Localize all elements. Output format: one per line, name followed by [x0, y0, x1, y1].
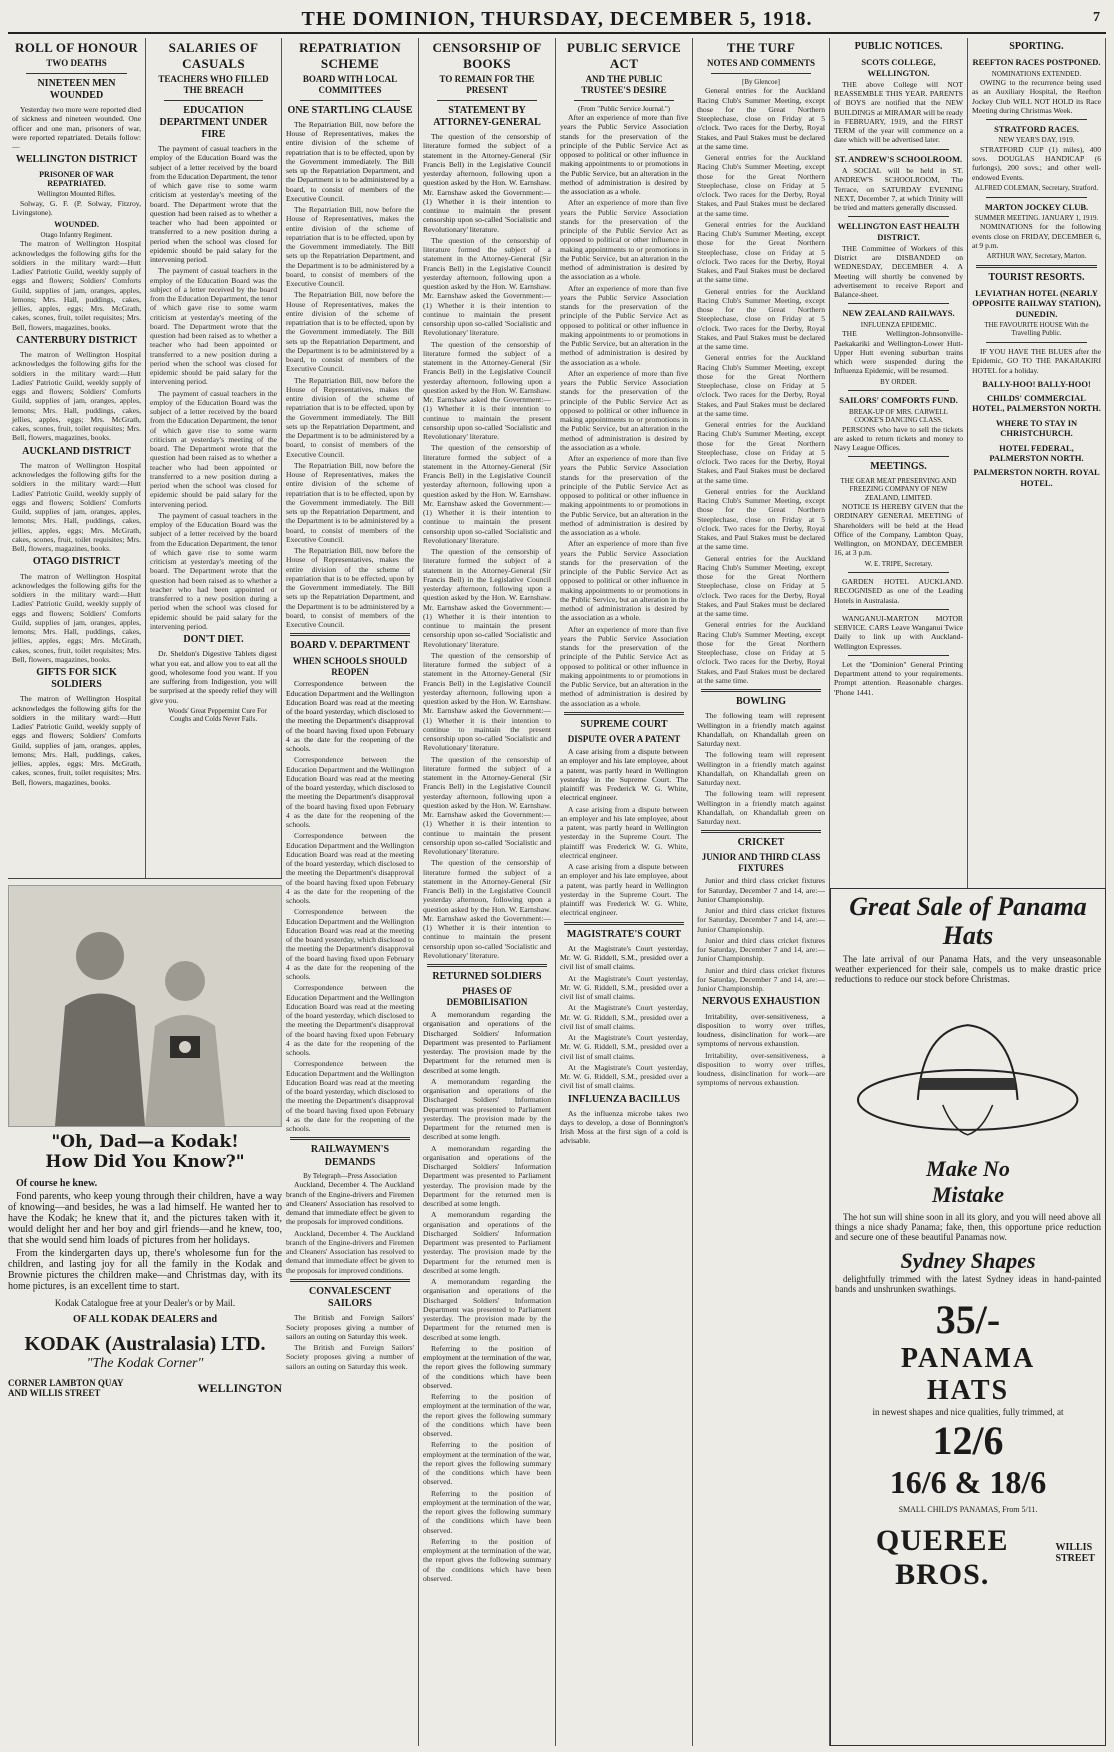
- public-service-body-7: After an experience of more than five years the Public Service Association stands for the preservation of the principle of the Public Service Act as opposed to political or other influence in making appointments to or promotions in the Public Service, but an alteration in the method of administration is desired by the association as a whole.: [560, 624, 688, 708]
- kodak-body-2: Fond parents, who keep young through their children, have a way of knowing—and besides, he was a lad himself. He wanted her to have the Kodak; he knew that it, and the pictures taken with it, would delight her and her boy and girl friends—and he knew, too, that she would send him loads of pictures from her holidays.: [8, 1191, 282, 1247]
- ad-st-andrews: A SOCIAL will be held in ST. ANDREW'S SCHOOLROOM, The Terrace, on SATURDAY EVENING NEXT, December 7, at which Trinity will be tried and matters generally discussed.: [834, 166, 963, 213]
- casualty-entry: Solway, G. F. (P. Solway, Fitzroy, Livingstone).: [12, 198, 141, 217]
- cricket-body: Junior and third class cricket fixtures for Saturday, December 7 and 14, are:—Junior Championship.: [697, 876, 825, 904]
- casualty-list: The matron of Wellington Hospital acknowledges the following gifts for the soldiers in the military ward:—Hutt Ladies' Patriotic Guild, weekly supply of eggs and flowers; Soldiers' Comforts Guild, supplies of jam, oranges, apples, lemons; Mrs. Hall, puddings, cakes, jellies, apples, eggs; Mrs. McGrath, cakes, scones, fruit, toilet requisites; Mrs. Bell, flowers, magazines, books.: [12, 239, 141, 332]
- divider: [986, 119, 1087, 120]
- divider: [574, 100, 674, 101]
- court-body-2: A case arising from a dispute between an employer and his late employee, about a patent, was partly heard in Wellington yesterday in the Supreme Court. The plaintiff was Frederick W. G. White, electrical engineer.: [560, 804, 688, 860]
- divider: [848, 609, 949, 610]
- ad-meat-secretary: W. E. TRIPE, Secretary.: [864, 559, 933, 568]
- panama-price-16-6: 16/6 & 18/6: [889, 1464, 1047, 1501]
- turf-body-4: General entries for the Auckland Racing Club's Summer Meeting, except those for the Great Northern Steeplechase, close on Friday at 5 o'clock. Two races for the Derby, Royal Stakes, and Paul Stakes must be declared at the same time.: [697, 286, 825, 352]
- kodak-address: CORNER LAMBTON QUAY AND WILLIS STREET: [8, 1378, 124, 1399]
- divider: [976, 265, 1097, 268]
- ad-reefton: OWING to the recurrence being used as an Auxiliary Hospital, the Reefton Jockey Club WILL NOT HOLD its Race Meeting during Christmas Week.: [972, 78, 1101, 115]
- ad-ballyhoo: BALLY-HOO! BALLY-HOO!: [982, 378, 1091, 389]
- public-service-body-2: After an experience of more than five years the Public Service Association stands for the preservation of the principle of the Public Service Act as opposed to political or other influence in making appointments to or promotions in the Public Service, but an alteration in the method of administration is desired by the association as a whole.: [560, 198, 688, 282]
- board-body: Correspondence between the Education Department and the Wellington Education Board was read at the meeting of the board yesterday, which disclosed to the meeting the Department's disapproval of the board having fixed upon February 4 as the date for the reopening of the schools.: [286, 679, 414, 754]
- repatriation-body-6: The Repatriation Bill, now before the House of Representatives, makes the entire division of the scheme of repatriation that is to be effected, upon by the Government immediately. The Bill sets up the Repatriation Department, and the Department is to be administered by a board, to consist of members of the Executive Council.: [286, 546, 414, 630]
- divider: [848, 149, 949, 150]
- divider: [848, 390, 949, 391]
- header-meetings: MEETINGS.: [870, 461, 927, 473]
- sub-board-v-department: BOARD V. DEPARTMENT: [290, 640, 410, 652]
- ad-sailors-sub: BREAK-UP OF MRS. CARWELL COOKE'S DANCING CLASS.: [849, 407, 948, 425]
- panama-hat-illustration: [848, 990, 1087, 1150]
- ad-marton-sub: SUMMER MEETING. JANUARY 1, 1919.: [974, 213, 1099, 222]
- byline-glencoe: [By Glencoe]: [742, 77, 780, 86]
- ad-railways-order: BY ORDER.: [880, 377, 917, 386]
- censorship-body-5: The question of the censorship of literature formed the subject of a statement in the Attorney-General (Sir Francis Bell) in the Legislative Council yesterday afternoon, following upon a question asked by the Hon. W. Earnshaw. Mr. Earnshaw asked the Government:—(1) Whether it is their intention to continue to maintain the present censorship upon so-called 'Socialistic and Revolutionary' literature.: [423, 547, 551, 649]
- turf-body-9: General entries for the Auckland Racing Club's Summer Meeting, except those for the Great Northern Steeplechase, close on Friday at 5 o'clock. Two races for the Derby, Royal Stakes, and Paul Stakes must be declared at the same time.: [697, 620, 825, 685]
- panama-make-no: Make No: [926, 1156, 1010, 1182]
- sub-unit: Wellington Mounted Rifles.: [37, 190, 116, 199]
- ad-meat-title: THE GEAR MEAT PRESERVING AND FREEZING COMPANY OF NEW ZEALAND, LIMITED.: [840, 476, 957, 502]
- bowling-body-3: The following team will represent Wellington in a friendly match against Khandallah, on Khandallah green on Saturday next.: [697, 789, 825, 827]
- page-columns: [8, 38, 1106, 1746]
- kodak-corner: "The Kodak Corner": [86, 1356, 204, 1372]
- ad-childs: CHILDS' COMMERCIAL HOTEL, PALMERSTON NORTH.: [972, 393, 1101, 414]
- newspaper-title: THE DOMINION, THURSDAY, DECEMBER 5, 1918.: [301, 7, 813, 30]
- ad-stratford-sub: NEW YEAR'S DAY, 1919.: [998, 136, 1075, 145]
- divider: [848, 456, 949, 457]
- public-service-body-5: After an experience of more than five years the Public Service Association stands for the preservation of the principle of the Public Service Act as opposed to political or other influence in making appointments to or promotions in the Public Service, but an alteration in the method of administration is desired by the association as a whole.: [560, 454, 688, 538]
- divider: [848, 572, 949, 573]
- cricket-body-3: Junior and third class cricket fixtures for Saturday, December 7 and 14, are:—Junior Championship.: [697, 935, 825, 964]
- divider: [26, 73, 127, 74]
- convalescent-body: The British and Foreign Sailors' Society proposes giving a number of sailors an outing on Saturday this week.: [286, 1313, 414, 1341]
- repatriation-body-4: The Repatriation Bill, now before the House of Representatives, makes the entire division of the scheme of repatriation that is to be effected, upon by the Government immediately. The Bill sets up the Repatriation Department, and the Department is to be administered by a board, to consist of members of the Executive Council.: [286, 375, 414, 459]
- deck-board: BOARD WITH LOCAL COMMITTEES: [302, 73, 398, 95]
- divider: [290, 633, 410, 636]
- kodak-brand: KODAK (Australasia) LTD.: [24, 1333, 266, 1356]
- ad-pakarakiri: IF YOU HAVE THE BLUES after the Epidemic, GO TO THE PAKARAKIRI HOTEL for a holiday.: [972, 347, 1101, 375]
- panama-body-4: in newest shapes and nice qualities, fully trimmed, at: [872, 1407, 1064, 1418]
- soldiers-body-10: Referring to the position of employment at the termination of the war, the report gives the following summary of the conditions which have been observed.: [423, 1536, 551, 1583]
- header-tourist: TOURIST RESORTS.: [988, 271, 1085, 283]
- deck-teachers: TEACHERS WHO FILLED THE BREACH: [158, 73, 269, 95]
- divider: [164, 100, 263, 101]
- repatriation-body-3: The Repatriation Bill, now before the House of Representatives, makes the entire division of the scheme of repatriation that is to be effected, upon by the Government immediately. The Bill sets up the Repatriation Department, and the Department is to be administered by a board, to consist of members of the Executive Council.: [286, 290, 414, 374]
- ad-health: THE Committee of Workers of this District are DISBANDED on WEDNESDAY, DECEMBER 4. A Meeting will shortly be convened by advertisement to receive Report and Balance-sheet.: [834, 243, 963, 300]
- kodak-advertisement: [8, 878, 282, 1747]
- soldiers-body-4: A memorandum regarding the organisation and operations of the Discharged Soldiers' Information Department was presented to Parliament yesterday. The provision made by the Department for the returned men is described at some length.: [423, 1210, 551, 1275]
- sub-dont-diet: DON'T DIET.: [183, 634, 244, 646]
- headline-censorship: CENSORSHIP OF BOOKS: [432, 40, 542, 71]
- sub-influenza: INFLUENZA BACILLUS: [568, 1093, 680, 1105]
- board-body-6: Correspondence between the Education Department and the Wellington Education Board was read at the meeting of the board yesterday, which disclosed to the meeting the Department's disapproval of the board having fixed upon February 4 as the date for the reopening of the schools.: [286, 1059, 414, 1134]
- ad-railways: THE Wellington-Johnsonville-Paekakariki and Wellington-Lower Hutt-Upper Hutt evening suburban trains which were suspended during the Influenza Epidemic, will be resumed.: [834, 329, 963, 376]
- divider: [564, 712, 684, 715]
- convalescent-body-2: The British and Foreign Sailors' Society proposes giving a number of sailors an outing on Saturday this week.: [286, 1343, 414, 1371]
- sub-convalescent: CONVALESCENT SAILORS: [308, 1285, 392, 1310]
- sub-prisoner: PRISONER OF WAR REPATRIATED.: [39, 169, 114, 189]
- divider: [290, 1279, 410, 1282]
- public-service-body-4: After an experience of more than five years the Public Service Association stands for the preservation of the principle of the Public Service Act as opposed to political or other influence in making appointments to or promotions in the Public Service, but an alteration in the method of administration is desired by the association as a whole.: [560, 368, 688, 452]
- kodak-headline-1: "Oh, Dad—a Kodak!: [51, 1132, 239, 1152]
- ad-st-andrews-title: ST. ANDREW'S SCHOOLROOM.: [834, 153, 963, 164]
- masthead: [8, 6, 1106, 34]
- soldiers-body-8: Referring to the position of employment at the termination of the war, the report gives the following summary of the conditions which have been observed.: [423, 1440, 551, 1487]
- column-censorship: [419, 38, 556, 1746]
- ad-leviathan-sub: THE FAVOURITE HOUSE With the Travelling Public.: [984, 320, 1089, 338]
- source-line: (From "Public Service Journal."): [577, 104, 671, 113]
- soldiers-body-2: A memorandum regarding the organisation and operations of the Discharged Soldiers' Information Department was presented to Parliament yesterday. The provision made by the Department for the returned men is described at some length.: [423, 1076, 551, 1142]
- board-body-2: Correspondence between the Education Department and the Wellington Education Board was read at the meeting of the board yesterday, which disclosed to the meeting the Department's disapproval of the board having fixed upon February 4 as the date for the reopening of the schools.: [286, 755, 414, 830]
- ad-reefton-sub: NOMINATIONS EXTENDED.: [991, 69, 1082, 78]
- deck-two-deaths: TWO DEATHS: [46, 57, 107, 68]
- ad-scots-college-title: SCOTS COLLEGE, WELLINGTON.: [861, 57, 936, 78]
- section-gifts: GIFTS FOR SICK SOLDIERS: [36, 667, 117, 691]
- censorship-body-6: The question of the censorship of literature formed the subject of a statement in the Attorney-General (Sir Francis Bell) in the Legislative Council yesterday afternoon, following upon a question asked by the Hon. W. Earnshaw. Mr. Earnshaw asked the Government:—(1) Whether it is their intention to continue to maintain the present censorship upon so-called 'Socialistic and Revolutionary' literature.: [423, 650, 551, 753]
- kodak-illustration: [8, 885, 282, 1127]
- board-body-5: Correspondence between the Education Department and the Wellington Education Board was read at the meeting of the board yesterday, which disclosed to the meeting the Department's disapproval of the board having fixed upon February 4 as the date for the reopening of the schools.: [286, 983, 414, 1058]
- ad-railways-sub: INFLUENZA EPIDEMIC.: [860, 320, 937, 329]
- magistrate-body-3: At the Magistrate's Court yesterday, Mr. W. G. Riddell, S.M., presided over a civil list of small claims.: [560, 1003, 688, 1031]
- ad-christchurch: WHERE TO STAY IN CHRISTCHURCH.: [995, 417, 1078, 439]
- divider: [848, 655, 949, 656]
- divider: [300, 100, 400, 101]
- panama-advertisement: [830, 888, 1106, 1746]
- divider: [848, 216, 949, 217]
- ad-railways-title: NEW ZEALAND RAILWAYS.: [842, 308, 955, 319]
- soldiers-body-6: Referring to the position of employment at the termination of the war, the report gives the following summary of the conditions which have been observed.: [423, 1343, 551, 1390]
- headline-turf: THE TURF: [726, 40, 796, 55]
- column-turf: [693, 38, 830, 1746]
- sub-railwaymen: RAILWAYMEN'S DEMANDS: [310, 1144, 390, 1168]
- soldiers-body: A memorandum regarding the organisation and operations of the Discharged Soldiers' Information Department was presented to Parliament yesterday. The provision made by the Department for the returned men is described at some length.: [423, 1010, 551, 1075]
- deck-clause: ONE STARTLING CLAUSE: [287, 104, 413, 116]
- cricket-body-4: Junior and third class cricket fixtures for Saturday, December 7 and 14, are:—Junior Championship.: [697, 965, 825, 994]
- sub-nervous: NERVOUS EXHAUSTION: [701, 996, 821, 1008]
- censorship-body-3: The question of the censorship of literature formed the subject of a statement in the Attorney-General (Sir Francis Bell) in the Legislative Council yesterday afternoon, following upon a question asked by the Hon. W. Earnshaw. Mr. Earnshaw asked the Government:—(1) Whether it is their intention to continue to maintain the present censorship upon so-called 'Socialistic and Revolutionary' literature.: [423, 339, 551, 442]
- byline-press: By Telegraph—Press Association: [303, 1171, 397, 1180]
- magistrate-body-2: At the Magistrate's Court yesterday, Mr. W. G. Riddell, S.M., presided over a civil list of small claims.: [560, 973, 688, 1002]
- column-public-service: [556, 38, 693, 1746]
- divider: [711, 73, 811, 74]
- gifts-body: The matron of Wellington Hospital acknowledges the following gifts for the soldiers in the military ward:—Hutt Ladies' Patriotic Guild, weekly supply of eggs and flowers; Soldiers' Comforts Guild, supplies of jam, oranges, apples, lemons; Mrs. Hall, puddings, cakes, jellies, apples, eggs; Mrs. McGrath, cakes, scones, fruit, toilet requisites; Mrs. Bell, flowers, magazines, books.: [12, 694, 141, 787]
- divider: [290, 1137, 410, 1140]
- sub-magistrates: MAGISTRATE'S COURT: [566, 928, 682, 940]
- casualty-list-3: The matron of Wellington Hospital acknowledges the following gifts for the soldiers in the military ward:—Hutt Ladies' Patriotic Guild, weekly supply of eggs and flowers; Soldiers' Comforts Guild, supplies of jam, oranges, apples, lemons; Mrs. Hall, puddings, cakes, jellies, apples, eggs; Mrs. McGrath, cakes, scones, fruit, toilet requisites; Mrs. Bell, flowers, magazines, books.: [12, 460, 141, 554]
- sub-supreme-court: SUPREME COURT: [580, 718, 668, 730]
- board-body-4: Correspondence between the Education Department and the Wellington Education Board was read at the meeting of the board yesterday, which disclosed to the meeting the Department's disapproval of the board having fixed upon February 4 as the date for the reopening of the schools.: [286, 907, 414, 982]
- kodak-headline-2: How Did You Know?": [45, 1151, 245, 1172]
- ad-federal: HOTEL FEDERAL, PALMERSTON NORTH.: [989, 442, 1084, 463]
- nervous-body-2: Irritability, over-sensitiveness, a disposition to worry over trifles, loudness, disinclination for work—are symptoms of nervous exhaustion.: [697, 1050, 825, 1088]
- sub-demobilisation: PHASES OF DEMOBILISATION: [446, 986, 528, 1008]
- headline-repatriation: REPATRIATION SCHEME: [299, 40, 401, 71]
- ad-sailors-title: SAILORS' COMFORTS FUND.: [839, 395, 958, 406]
- headline-salaries: SALARIES OF CASUALS: [168, 40, 259, 71]
- dont-diet-body: Dr. Sheldon's Digestive Tablets digest what you eat, and allow you to eat all the good, wholesome food you want. If you are suffering from Indigestion, you will be surprised at the speedy relief they will give you.: [150, 649, 277, 705]
- turf-body-3: General entries for the Auckland Racing Club's Summer Meeting, except those for the Great Northern Steeplechase, close on Friday at 5 o'clock. Two races for the Derby, Royal Stakes, and Paul Stakes must be declared at the same time.: [697, 219, 825, 285]
- casualty-list-4: The matron of Wellington Hospital acknowledges the following gifts for the soldiers in the military ward:—Hutt Ladies' Patriotic Guild, weekly supply of eggs and flowers; Soldiers' Comforts Guild, supplies of jam, oranges, apples, lemons; Mrs. Hall, puddings, cakes, jellies, apples, eggs; Mrs. McGrath, cakes, scones, fruit, toilet requisites; Mrs. Bell, flowers, magazines, books.: [12, 571, 141, 664]
- ad-garden-hotel: GARDEN HOTEL AUCKLAND. RECOGNISED as one of the Leading Hotels in Australasia.: [834, 577, 963, 605]
- court-body: A case arising from a dispute between an employer and his late employee, about a patent, was partly heard in Wellington yesterday in the Supreme Court. The plaintiff was Frederick W. G. White, electrical engineer.: [560, 747, 688, 803]
- family-photo-icon: [9, 886, 281, 1126]
- panama-brand: QUEREE BROS.: [875, 1524, 1009, 1592]
- ad-marton: NOMINATIONS for the following events close on FRIDAY, DECEMBER 6, at 9 p.m.: [972, 222, 1101, 250]
- sub-cricket: CRICKET: [737, 837, 785, 849]
- influenza-body: As the influenza microbe takes two days to develop, a dose of Bonnington's Irish Moss at the first sign of a cold is advisable.: [560, 1108, 688, 1146]
- censorship-body-8: The question of the censorship of literature formed the subject of a statement in the Attorney-General (Sir Francis Bell) in the Legislative Council yesterday afternoon, following upon a question asked by the Hon. W. Earnshaw. Mr. Earnshaw asked the Government:—(1) Whether it is their intention to continue to maintain the present censorship upon so-called 'Socialistic and Revolutionary' literature.: [423, 858, 551, 960]
- panama-hats-title-1: PANAMA: [900, 1343, 1036, 1375]
- cricket-body-2: Junior and third class cricket fixtures for Saturday, December 7 and 14, are:—Junior Championship.: [697, 906, 825, 934]
- censorship-body-4: The question of the censorship of literature formed the subject of a statement in the Attorney-General (Sir Francis Bell) in the Legislative Council yesterday afternoon, following upon a question asked by the Hon. W. Earnshaw. Mr. Earnshaw asked the Government:—(1) Whether it is their intention to continue to maintain the present censorship upon so-called 'Socialistic and Revolutionary' literature.: [423, 443, 551, 545]
- sub-returned-soldiers: RETURNED SOLDIERS: [432, 971, 542, 983]
- header-public-notices: PUBLIC NOTICES.: [854, 41, 943, 52]
- panama-intro: The late arrival of our Panama Hats, and the very unseasonable weather experienced for their sale, compels us to make drastic price reductions to reduce our stock before Christmas.: [835, 954, 1101, 985]
- magistrate-body-4: At the Magistrate's Court yesterday, Mr. W. G. Riddell, S.M., presided over a civil list of small claims.: [560, 1033, 688, 1061]
- divider: [701, 689, 821, 692]
- repatriation-body-5: The Repatriation Bill, now before the House of Representatives, makes the entire division of the scheme of repatriation that is to be effected, upon by the Government immediately. The Bill sets up the Repatriation Department, and the Department is to be administered by a board, to consist of members of the Executive Council.: [286, 460, 414, 544]
- turf-body: General entries for the Auckland Racing Club's Summer Meeting, except those for the Great Northern Steeplechase, close on Friday at 5 o'clock. Two races for the Derby, Royal Stakes, and Paul Stakes must be declared at the same time.: [697, 86, 825, 151]
- section-wellington: WELLINGTON DISTRICT: [15, 154, 138, 166]
- panama-headline: Great Sale of Panama Hats: [849, 892, 1087, 950]
- casualty-list-2: The matron of Wellington Hospital acknowledges the following gifts for the soldiers in the military ward:—Hutt Ladies' Patriotic Guild, weekly supply of eggs and flowers; Soldiers' Comforts Guild, supplies of jam, oranges, apples, lemons; Mrs. Hall, puddings, cakes, jellies, apples, eggs; Mrs. McGrath, cakes, scones, fruit, toilet requisites; Mrs. Bell, flowers, magazines, books.: [12, 350, 141, 443]
- court-body-3: A case arising from a dispute between an employer and his late employee, about a patent, was partly heard in Wellington yesterday in the Supreme Court. The plaintiff was Frederick W. G. White, electrical engineer.: [560, 862, 688, 918]
- header-sporting: SPORTING.: [1009, 41, 1064, 52]
- ad-stratford-secretary: ALFRED COLEMAN, Secretary, Stratford.: [974, 183, 1099, 192]
- ad-health-title: WELLINGTON EAST HEALTH DISTRICT.: [837, 221, 960, 242]
- kodak-city: WELLINGTON: [197, 1380, 282, 1395]
- deck-trustee: AND THE PUBLIC TRUSTEE'S DESIRE: [581, 73, 667, 95]
- repatriation-body: The Repatriation Bill, now before the House of Representatives, makes the entire division of the scheme of repatriation that is to be effected, upon by the Government immediately. The Bill sets up the Repatriation Department, and the Department is to be administered by a board, to consist of members of the Executive Council.: [286, 119, 414, 203]
- divider: [437, 100, 537, 101]
- kodak-body-1: Of course he knew.: [16, 1178, 98, 1190]
- divider: [564, 922, 684, 925]
- turf-body-7: General entries for the Auckland Racing Club's Summer Meeting, except those for the Great Northern Steeplechase, close on Friday at 5 o'clock. Two races for the Derby, Royal Stakes, and Paul Stakes must be declared at the same time.: [697, 486, 825, 552]
- ad-reefton-title: REEFTON RACES POSTPONED.: [972, 57, 1101, 68]
- soldiers-body-7: Referring to the position of employment at the termination of the war, the report gives the following summary of the conditions which have been observed.: [423, 1392, 551, 1439]
- public-service-body-3: After an experience of more than five years the Public Service Association stands for the preservation of the principle of the Public Service Act as opposed to political or other influence in making appointments to or promotions in the Public Service, but an alteration in the method of administration is desired by the association as a whole.: [560, 283, 688, 367]
- panama-hats-title-2: HATS: [926, 1375, 1010, 1407]
- sub-unit-otago: Otago Infantry Regiment.: [40, 230, 113, 239]
- deck-remain: TO REMAIN FOR THE PRESENT: [439, 73, 535, 95]
- ad-leviathan: LEVIATHAN HOTEL (NEARLY OPPOSITE RAILWAY STATION), DUNEDIN.: [972, 287, 1101, 319]
- turf-body-8: General entries for the Auckland Racing Club's Summer Meeting, except those for the Great Northern Steeplechase, close on Friday at 5 o'clock. Two races for the Derby, Royal Stakes, and Paul Stakes must be declared at the same time.: [697, 553, 825, 619]
- bowling-body-2: The following team will represent Wellington in a friendly match against Khandallah, on Khandallah green on Saturday next.: [697, 750, 825, 788]
- ad-scots-college: THE above College will NOT REASSEMBLE THIS YEAR. PARENTS of BOYS are notified that the NEW BUILDINGS at MIRAMAR will be ready in FEBRUARY, 1919, and the FIRST TERM of the year will commence on a date which will be advertised later.: [834, 79, 963, 145]
- kodak-body-3: From the kindergarten days up, there's wholesome fun for the children, and lasting joy for all the family in the Kodak and Brownie pictures the children make—and Christmas day, with its home pictures, is an excellent time to start.: [8, 1248, 282, 1293]
- deck-wounded: NINETEEN MEN WOUNDED: [37, 77, 116, 102]
- railwaymen-body: Auckland, December 4. The Auckland branch of the Engine-drivers and Firemen and Cleaners' Association has resolved to demand that immediate effect be given to the proposals for improved conditions.: [286, 1180, 414, 1227]
- column-repatriation: [282, 38, 419, 1746]
- magistrate-body-5: At the Magistrate's Court yesterday, Mr. W. G. Riddell, S.M., presided over a civil list of small claims.: [560, 1062, 688, 1091]
- headline-public-service: PUBLIC SERVICE ACT: [567, 40, 681, 71]
- section-otago: OTAGO DISTRICT: [32, 556, 121, 568]
- salaries-body: The payment of casual teachers in the employ of the Education Board was the subject of a letter received by the board from the Education Department, the tenor of which gave rise to some warm criticism at yesterday's meeting of the board. The Department wrote that the question had been raised as to whether a teacher who had been appointed or transferred to a new position during a period when the school was closed for epidemic should be paid salary for the intervening period.: [150, 144, 277, 265]
- woods-ad: Woods' Great Peppermint Cure For Coughs and Colds Never Fails.: [168, 706, 267, 724]
- ad-stratford-title: STRATFORD RACES.: [994, 124, 1079, 135]
- turf-body-2: General entries for the Auckland Racing Club's Summer Meeting, except those for the Great Northern Steeplechase, close on Friday at 5 o'clock. Two races for the Derby, Royal Stakes, and Paul Stakes must be declared at the same time.: [697, 153, 825, 218]
- divider: [848, 303, 949, 304]
- bowling-body: The following team will represent Wellington in a friendly match against Khandallah, on Khandallah green on Saturday next.: [697, 711, 825, 749]
- ad-meat: NOTICE IS HEREBY GIVEN that the ORDINARY GENERAL MEETING of Shareholders will be held at the Head Office of the Company, Lambton Quay, Wellington, on MONDAY, DECEMBER 16, at 3 p.m.: [834, 502, 963, 558]
- ad-royal: PALMERSTON NORTH. ROYAL HOTEL.: [973, 467, 1100, 488]
- turf-body-5: General entries for the Auckland Racing Club's Summer Meeting, except those for the Great Northern Steeplechase, close on Friday at 5 o'clock. Two races for the Derby, Royal Stakes, and Paul Stakes must be declared at the same time.: [697, 353, 825, 418]
- panama-sydney-shapes: Sydney Shapes: [900, 1248, 1036, 1274]
- divider: [986, 197, 1087, 198]
- section-canterbury: CANTERBURY DISTRICT: [16, 334, 137, 346]
- divider: [701, 830, 821, 833]
- kodak-dealers: OF ALL KODAK DEALERS and: [72, 1314, 218, 1326]
- sub-bowling: BOWLING: [735, 696, 786, 708]
- board-body-3: Correspondence between the Education Department and the Wellington Education Board was read at the meeting of the board yesterday, which disclosed to the meeting the Department's disapproval of the board having fixed upon February 4 as the date for the reopening of the schools.: [286, 831, 414, 906]
- section-auckland: AUCKLAND DISTRICT: [22, 445, 131, 457]
- page-number: 7: [1093, 10, 1100, 25]
- deck-statement: STATEMENT BY ATTORNEY-GENERAL: [433, 104, 541, 128]
- censorship-body-7: The question of the censorship of literature formed the subject of a statement in the Attorney-General (Sir Francis Bell) in the Legislative Council yesterday afternoon, following upon a question asked by the Hon. W. Earnshaw. Mr. Earnshaw asked the Government:—(1) Whether it is their intention to continue to maintain the present censorship upon so-called 'Socialistic and Revolutionary' literature.: [423, 754, 551, 857]
- salaries-body-3: The payment of casual teachers in the employ of the Education Board was the subject of a letter received by the board from the Education Department, the tenor of which gave rise to some warm criticism at yesterday's meeting of the board. The Department wrote that the question had been raised as to whether a teacher who had been appointed or transferred to a new position during a period when the school was closed for epidemic should be paid salary for the intervening period.: [150, 388, 277, 509]
- ad-motor-service: WANGANUI-MARTON MOTOR SERVICE. CARS Leave Wanganui Twice Daily to link up with Auckland-Wellington Expresses.: [834, 613, 963, 651]
- panama-childs: SMALL CHILD'S PANAMAS, From 5/11.: [898, 1505, 1038, 1515]
- panama-price-35: 35/-: [935, 1297, 1001, 1343]
- hat-icon: [848, 990, 1087, 1150]
- salaries-body-2: The payment of casual teachers in the employ of the Education Board was the subject of a letter received by the board from the Education Department, the tenor of which gave rise to some warm criticism at yesterday's meeting of the board. The Department wrote that the question had been raised as to whether a teacher who had been appointed or transferred to a new position during a period when the school was closed for epidemic should be paid salary for the intervening period.: [150, 266, 277, 387]
- sub-wounded: WOUNDED.: [54, 220, 99, 230]
- kodak-catalogue: Kodak Catalogue free at your Dealer's or by Mail.: [54, 1298, 236, 1309]
- railwaymen-body-2: Auckland, December 4. The Auckland branch of the Engine-drivers and Firemen and Cleaners' Association has resolved to demand that immediate effect be given to the proposals for improved conditions.: [286, 1228, 414, 1275]
- soldiers-body-5: A memorandum regarding the organisation and operations of the Discharged Soldiers' Information Department was presented to Parliament yesterday. The provision made by the Department for the returned men is described at some length.: [423, 1277, 551, 1342]
- public-service-body-6: After an experience of more than five years the Public Service Association stands for the preservation of the principle of the Public Service Act as opposed to political or other influence in making appointments to or promotions in the Public Service, but an alteration in the method of administration is desired by the association as a whole.: [560, 539, 688, 623]
- article-intro: Yesterday two more were reported died of sickness and nineteen wounded. One officer and one man, prisoners of war, were reported repatriated. Details follow:—: [12, 105, 141, 152]
- panama-price-12-6: 12/6: [932, 1418, 1004, 1464]
- panama-mistake: Mistake: [931, 1182, 1005, 1208]
- public-service-body: After an experience of more than five years the Public Service Association stands for the preservation of the principle of the Public Service Act as opposed to political or other influence in making appointments to or promotions in the Public Service, but an alteration in the method of administration is desired by the association as a whole.: [560, 113, 688, 197]
- panama-body-2: The hot sun will shine soon in all its glory, and you will need above all things a nice shady Panama; fake, then, this opportune price reduction and secure one of these beautiful Panamas now.: [835, 1212, 1101, 1243]
- censorship-body-2: The question of the censorship of literature formed the subject of a statement in the Attorney-General (Sir Francis Bell) in the Legislative Council yesterday afternoon, following upon a question asked by the Hon. W. Earnshaw. Mr. Earnshaw asked the Government:—(1) Whether it is their intention to continue to maintain the present censorship upon so-called 'Socialistic and Revolutionary' literature.: [423, 235, 551, 338]
- sub-fixtures: JUNIOR AND THIRD CLASS FIXTURES: [701, 852, 821, 874]
- ad-marton-title: MARTON JOCKEY CLUB.: [984, 201, 1089, 212]
- salaries-body-4: The payment of casual teachers in the employ of the Education Board was the subject of a letter received by the board from the Education Department, the tenor of which gave rise to some warm criticism at yesterday's meeting of the board. The Department wrote that the question had been raised as to whether a teacher who had been appointed or transferred to a new position during a period when the school was closed for epidemic should be paid salary for the intervening period.: [150, 510, 277, 631]
- ad-dominion-printing: Let the "Dominion" General Printing Department attend to your requirements. Prompt attention. Reasonable charges. 'Phone 1441.: [834, 659, 963, 697]
- headline-roll-of-honour: ROLL OF HONOUR: [15, 40, 138, 55]
- magistrate-body: At the Magistrate's Court yesterday, Mr. W. G. Riddell, S.M., presided over a civil list of small claims.: [560, 943, 688, 972]
- repatriation-body-2: The Repatriation Bill, now before the House of Representatives, makes the entire division of the scheme of repatriation that is to be effected, upon by the Government immediately. The Bill sets up the Repatriation Department, and the Department is to be administered by a board, to consist of members of the Executive Council.: [286, 205, 414, 289]
- panama-street: WILLIS STREET: [1055, 1542, 1095, 1565]
- panama-body-3: delightfully trimmed with the latest Sydney ideas in hand-painted bands and unshrunken swathings.: [835, 1274, 1101, 1295]
- divider: [986, 342, 1087, 343]
- censorship-body: The question of the censorship of literature formed the subject of a statement in the Attorney-General (Sir Francis Bell) in the Legislative Council yesterday afternoon, following upon a question asked by the Hon. W. Earnshaw. Mr. Earnshaw asked the Government:—(1) Whether it is their intention to continue to maintain the present censorship upon so-called 'Socialistic and Revolutionary' literature.: [423, 132, 551, 234]
- ad-sailors: PERSONS who have to sell the tickets are asked to return tickets and money to Navy League Offices.: [834, 424, 963, 453]
- ad-stratford: STRATFORD CUP (1) miles), 400 sovs. DOUGLAS HANDICAP (6 furlongs), 200 sovs.; and other well-endowed Events.: [972, 144, 1101, 182]
- divider: [427, 964, 547, 967]
- sub-schools-reopen: WHEN SCHOOLS SHOULD REOPEN: [292, 655, 408, 677]
- deck-education: EDUCATION DEPARTMENT UNDER FIRE: [159, 104, 268, 141]
- ad-marton-secretary: ARTHUR WAY, Secretary, Marton.: [986, 252, 1087, 261]
- deck-notes: NOTES AND COMMENTS: [706, 57, 815, 68]
- sub-patent: DISPUTE OVER A PATENT: [567, 734, 681, 745]
- soldiers-body-3: A memorandum regarding the organisation and operations of the Discharged Soldiers' Information Department was presented to Parliament yesterday. The provision made by the Department for the returned men is described at some length.: [423, 1143, 551, 1209]
- soldiers-body-9: Referring to the position of employment at the termination of the war, the report gives the following summary of the conditions which have been observed.: [423, 1488, 551, 1535]
- nervous-body: Irritability, over-sensitiveness, a disposition to worry over trifles, loudness, disinclination for work—are symptoms of nervous exhaustion.: [697, 1011, 825, 1049]
- turf-body-6: General entries for the Auckland Racing Club's Summer Meeting, except those for the Great Northern Steeplechase, close on Friday at 5 o'clock. Two races for the Derby, Royal Stakes, and Paul Stakes must be declared at the same time.: [697, 420, 825, 485]
